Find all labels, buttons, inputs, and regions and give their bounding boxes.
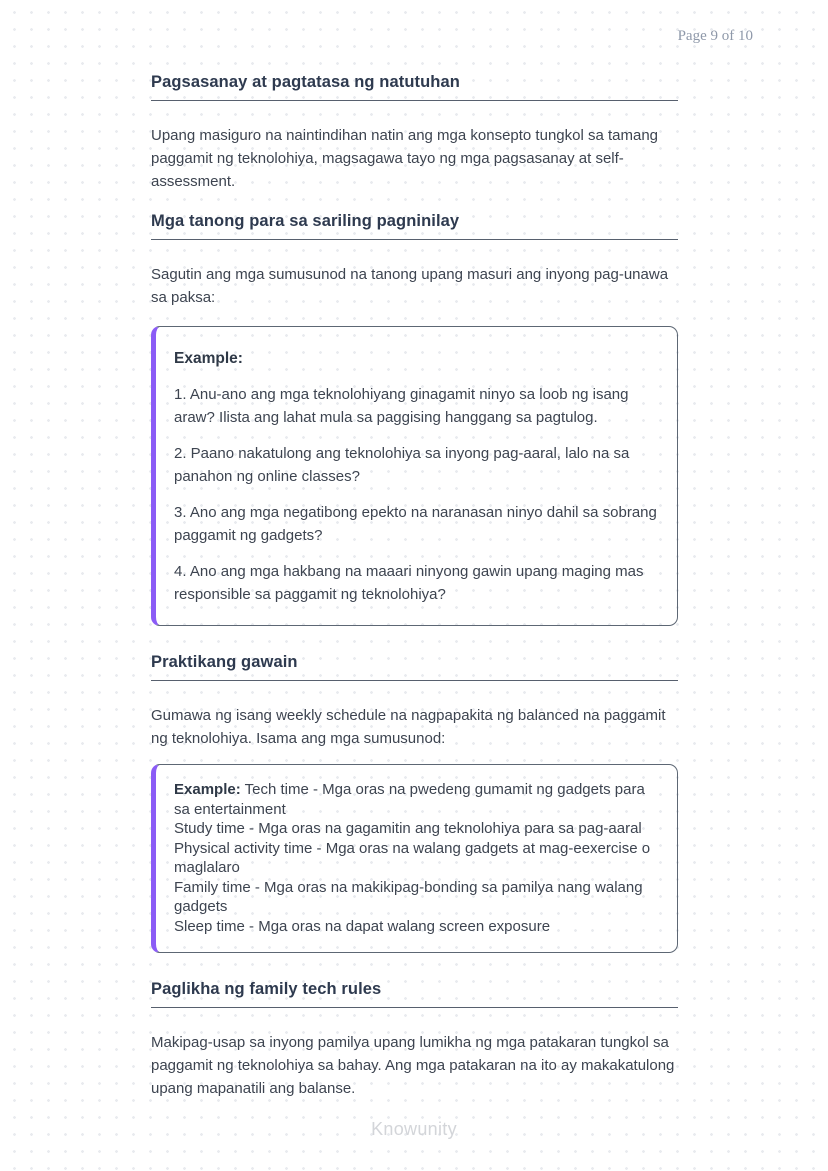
- section-paragraph: Sagutin ang mga sumusunod na tanong upang masuri ang inyong pag-unawa sa paksa:: [151, 266, 669, 306]
- example-label: Example:: [174, 781, 241, 798]
- section-heading: Mga tanong para sa sariling pagninilay: [151, 212, 460, 230]
- question-item: 1. Anu-ano ang mga teknolohiyang ginagamit ninyo sa loob ng isang araw? Ilista ang lahat mula sa paggising hanggang sa pagtulog.: [174, 386, 629, 426]
- schedule-item: Physical activity time - Mga oras na walang gadgets at mag-eexercise o maglalaro: [174, 839, 651, 876]
- example-label: Example:: [174, 350, 243, 367]
- brand-watermark: Knowunity: [371, 1119, 457, 1139]
- section-header: [151, 72, 678, 101]
- schedule-item: Sleep time - Mga oras na dapat walang screen exposure: [174, 917, 551, 935]
- question-item: 2. Paano nakatulong ang teknolohiya sa inyong pag-aaral, lalo na sa panahon ng online classes?: [174, 445, 630, 485]
- section-paragraph: Gumawa ng isang weekly schedule na nagpapakita ng balanced na paggamit ng teknolohiya. Isama ang mga sumusunod:: [151, 707, 666, 747]
- section-header: [151, 211, 678, 240]
- schedule-item: Family time - Mga oras na makikipag-bonding sa pamilya nang walang gadgets: [174, 878, 643, 915]
- schedule-lead-line: [174, 780, 657, 819]
- schedule-lead-text: Tech time - Mga oras na pwedeng gumamit ng gadgets para sa entertainment: [174, 781, 645, 818]
- document-content: [151, 0, 678, 1100]
- section-praktikang-gawain: [151, 652, 678, 953]
- example-box-questions: [151, 326, 678, 626]
- section-paragraph: Upang masiguro na naintindihan natin ang mga konsepto tungkol sa tamang paggamit ng teknolohiya, magsagawa tayo ng mga pagsasanay at self-assessment.: [151, 127, 659, 190]
- example-box-schedule: [151, 764, 678, 953]
- section-mga-tanong: [151, 211, 678, 626]
- question-item: 3. Ano ang mga negatibong epekto na naranasan ninyo dahil sa sobrang paggamit ng gadgets?: [174, 504, 657, 544]
- section-paragraph: Makipag-usap sa inyong pamilya upang lumikha ng mga patakaran tungkol sa paggamit ng teknolohiya sa bahay. Ang mga patakaran na ito ay makakatulong upang mapanatili ang balanse.: [151, 1034, 675, 1097]
- section-header: [151, 652, 678, 681]
- section-pagsasanay: [151, 72, 678, 193]
- question-item: 4. Ano ang mga hakbang na maaari ninyong gawin upang maging mas responsible sa paggamit ng teknolohiya?: [174, 563, 644, 603]
- section-heading: Pagsasanay at pagtatasa ng natutuhan: [151, 73, 460, 91]
- section-heading: Praktikang gawain: [151, 653, 298, 671]
- page-number: Page 9 of 10: [677, 28, 753, 44]
- section-header: [151, 979, 678, 1008]
- section-heading: Paglikha ng family tech rules: [151, 980, 382, 998]
- schedule-item: Study time - Mga oras na gagamitin ang teknolohiya para sa pag-aaral: [174, 820, 642, 837]
- section-family-tech-rules: [151, 979, 678, 1100]
